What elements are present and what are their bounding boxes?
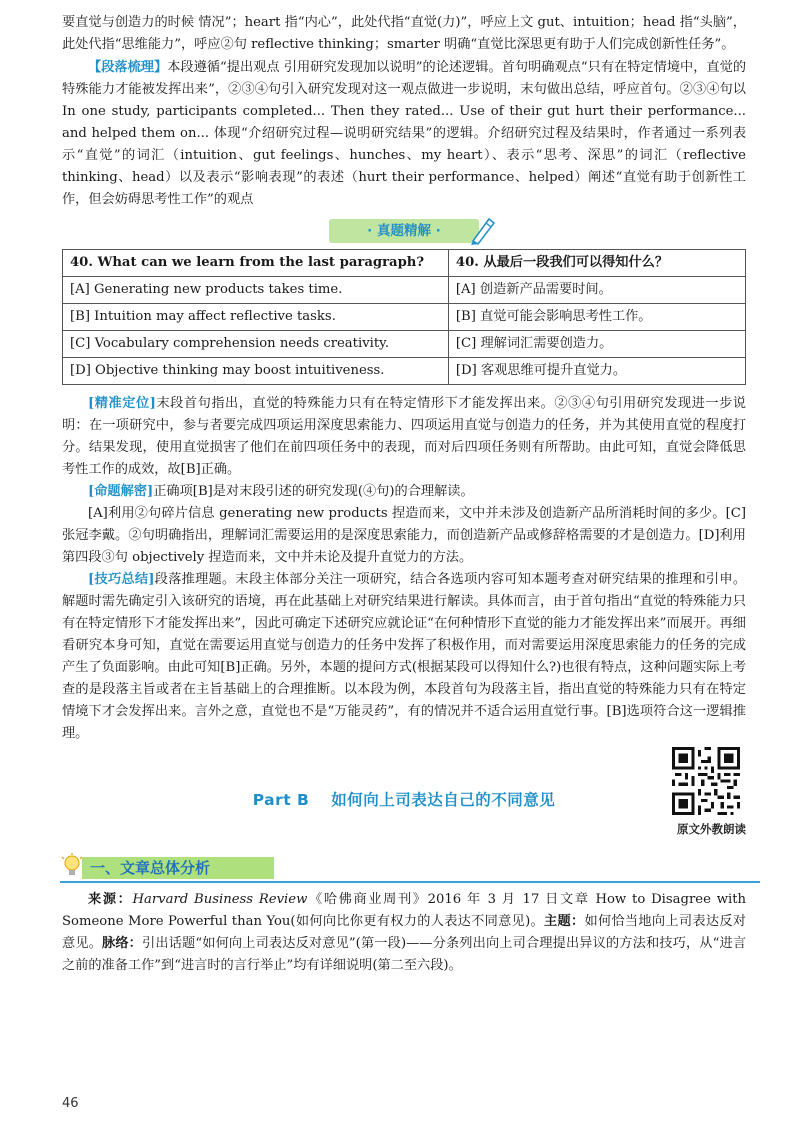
- precise-location-tag: [精准定位]: [88, 396, 156, 411]
- theme-text: 如何恰当地向上司表达反对意见。: [62, 914, 746, 951]
- thread-text: 引出话题“如何向上司表达反对意见”(第一段)——分条列出向上司合理提出异议的方法和技巧，从“进言之前的准备工作”到“进言时的言行举止”均有详细说明(第二至六段)。: [62, 936, 747, 973]
- option-row: [63, 304, 746, 331]
- option-c-en: [C] Vocabulary comprehension needs creativity.: [63, 331, 449, 358]
- question-decode-tag: [命题解密]: [88, 484, 154, 499]
- option-d-en: [D] Objective thinking may boost intuitiveness.: [63, 358, 449, 385]
- question-table: [62, 249, 746, 385]
- exam-analysis-banner: [329, 219, 479, 243]
- option-row: [63, 331, 746, 358]
- qr-code-icon[interactable]: [672, 747, 740, 815]
- section-heading-title: 一、文章总体分析: [90, 859, 211, 877]
- question-decode-detail: [A]利用②句碎片信息 generating new products 捏造而来，文中并未涉及创造新产品所消耗时间的多少。[C]张冠李戴。②句明确指出，理解词汇需要运用的是深度思索能力，而创造新产品或修辞格需要的才是创造力。[D]利用第四段③句 objectively 捏造而来，文中并未论及提升直觉力的方法。: [62, 506, 746, 565]
- question-header-en: 40. What can we learn from the last paragraph?: [63, 250, 449, 277]
- page-content: [62, 12, 746, 977]
- option-b-zh: [B] 直觉可能会影响思考性工作。: [448, 304, 745, 331]
- intro-paragraph: 要直觉与创造力的时候 情况”；heart 指“内心”，此处代指“直觉(力)”，呼应上文 gut、intuition；head 指“头脑”，此处代指“思维能力”，呼应②句 reflective thinking；smarter 明确“直觉比深思更有助于人们完成创新性任务”。: [62, 15, 746, 52]
- paragraph-review-text: 本段遵循“提出观点 引用研究发现加以说明”的论述逻辑。首句明确观点“只有在特定情境中，直觉的特殊能力才能被发挥出来”，②③④句引入研究发现对这一观点做进一步说明，末句做出总结，呼应首句。②③④句以 In one study, participants completed... Then they rated... Use of their gut hurt their performance... and helped them on... 体现“介绍研究过程—说明研究结果”的逻辑。介绍研究过程及结果时，作者通过一系列表示“直觉”的词汇（intuition、gut feelings、hunches、my heart）、表示“思考、深思”的词汇（reflective thinking、head）以及表示“影响表现”的表述（hurt their performance、helped）阐述“直觉有助于创新性工作，但会妨碍思考性工作”的观点: [62, 60, 747, 207]
- technique-summary: [62, 569, 746, 745]
- option-c-zh: [C] 理解词汇需要创造力。: [448, 331, 745, 358]
- page-number: 46: [62, 1096, 79, 1111]
- paragraph-review: [62, 57, 746, 211]
- precise-location: [62, 393, 746, 481]
- option-b-en: [B] Intuition may affect reflective tasks.: [63, 304, 449, 331]
- option-a-en: [A] Generating new products takes time.: [63, 277, 449, 304]
- section-heading: [60, 853, 760, 883]
- option-row: [63, 277, 746, 304]
- lightbulb-icon: [60, 853, 84, 881]
- question-decode: [62, 481, 746, 503]
- question-decode-text: 正确项[B]是对末段引述的研究发现(④句)的合理解读。: [153, 484, 474, 499]
- option-d-zh: [D] 客观思维可提升直觉力。: [448, 358, 745, 385]
- precise-location-text: 末段首句指出，直觉的特殊能力只有在特定情形下才能发挥出来。②③④句引用研究发现进一步说明：在一项研究中，参与者要完成四项运用深度思索能力、四项运用直觉与创造力的任务，并为其使用直觉的程度打分。结果发现，使用直觉损害了他们在前四项任务中的表现，而对后四项任务则有所帮助。由此可知，直觉会降低思考性工作的成效，故[B]正确。: [62, 396, 746, 477]
- option-row: [63, 358, 746, 385]
- qr-caption: 原文外教朗读: [677, 822, 746, 836]
- question-header-zh: 40. 从最后一段我们可以得知什么？: [448, 250, 745, 277]
- technique-summary-tag: [技巧总结]: [88, 572, 155, 587]
- source-text: 《哈佛商业周刊》2016 年 3 月 17 日文章 How to Disagree with Someone More Powerful than You(如何向比你更有权力的人表达不同意见)。: [62, 892, 747, 929]
- option-a-zh: [A] 创造新产品需要时间。: [448, 277, 745, 304]
- technique-summary-text: 段落推理题。末段主体部分关注一项研究，结合各选项内容可知本题考查对研究结果的推理和引申。解题时需先确定引入该研究的语境，再在此基础上对研究结果进行解读。具体而言，由于首句指出“直觉的特殊能力只有在特定情形下才能发挥出来”，因此可确定下述研究应就论证“在何种情形下直觉的能力才能发挥出来”而展开。再细看研究本身可知，直觉在需要运用直觉与创造力的任务中发挥了积极作用，而对需要运用深度思索能力的任务的完成产生了负面影响。由此可知[B]正确。另外，本题的提问方式(根据某段可以得知什么?)也很有特点，这种问题实际上考查的是段落主旨或者在主旨基础上的合理推断。以本段为例，本段首句为段落主旨，指出直觉的特殊能力只有在特定情境下才会发挥出来。言外之意，直觉也不是“万能灵药”，有的情况并不适合运用直觉行事。[B]选项符合这一逻辑推理。: [62, 572, 747, 741]
- pen-icon: [469, 215, 497, 245]
- exam-analysis-banner-label: · 真题精解 ·: [367, 223, 441, 239]
- part-b-title: Part B 如何向上司表达自己的不同意见: [252, 791, 556, 809]
- article-overview: [62, 889, 746, 977]
- paragraph-review-tag: 【段落梳理】: [88, 60, 168, 75]
- question-header-row: [63, 250, 746, 277]
- part-b-header: [62, 745, 746, 845]
- source-label: 来源：: [88, 892, 133, 907]
- thread-label: 脉络：: [102, 936, 143, 951]
- theme-label: 主题：: [544, 914, 585, 929]
- source-journal: Harvard Business Review: [132, 892, 308, 907]
